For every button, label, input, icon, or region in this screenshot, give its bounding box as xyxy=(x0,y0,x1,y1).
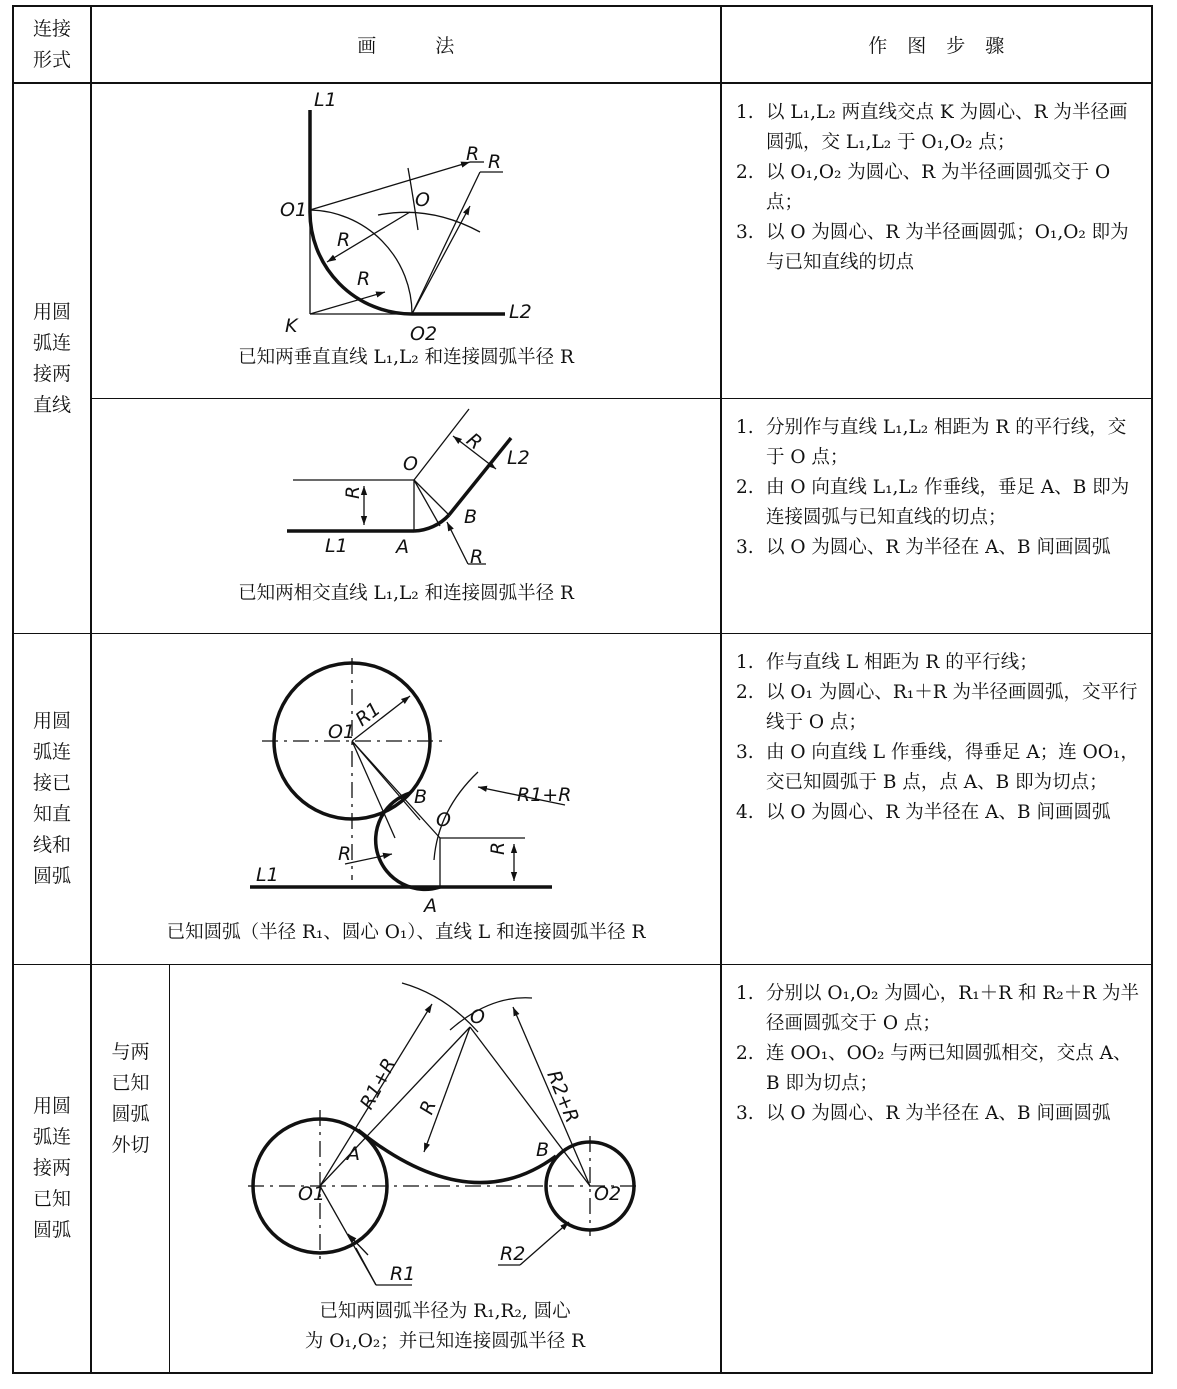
label-L1: L1 xyxy=(325,535,348,557)
label-O1: O1 xyxy=(280,199,308,221)
caption-row-1: 已知两垂直直线 L₁,L₂ 和连接圆弧半径 R xyxy=(238,347,574,368)
step-item: 2. 以 O₁,O₂ 为圆心、R 为半径画圆弧交于 O 点； xyxy=(736,162,1111,213)
label-L2: L2 xyxy=(507,447,530,469)
step-item: 2. 由 O 向直线 L₁,L₂ 作垂线，垂足 A、B 即为连接圆弧与已知直线的切点； xyxy=(736,477,1130,528)
label-B: B xyxy=(536,1139,550,1161)
label-R: R xyxy=(342,485,364,499)
label-L1: L1 xyxy=(314,89,337,111)
label-K: K xyxy=(285,315,298,337)
label-B: B xyxy=(414,786,428,808)
caption-row-4-line-1: 已知两圆弧半径为 R₁,R₂, 圆心 xyxy=(319,1301,571,1322)
step-item: 3. 以 O 为圆心、R 为半径在 A、B 间画圆弧 xyxy=(736,537,1111,558)
form-two-arcs: 用圆弧连接两已知圆弧 xyxy=(32,1095,71,1241)
label-R: R xyxy=(470,546,484,568)
step-item: 2. 连 OO₁、OO₂ 与两已知圆弧相交，交点 A、B 即为切点； xyxy=(736,1043,1132,1094)
label-R1: R1 xyxy=(390,1263,416,1285)
label-R: R xyxy=(357,268,371,290)
label-O: O xyxy=(436,809,451,831)
label-R2R: R2+R xyxy=(542,1067,584,1127)
steps-row-4 xyxy=(722,965,1151,1372)
label-R: R xyxy=(337,229,351,251)
step-item: 3. 以 O 为圆心、R 为半径画圆弧；O₁,O₂ 即为与已知直线的切点 xyxy=(736,222,1129,273)
step-item: 1. 分别以 O₁,O₂ 为圆心，R₁＋R 和 R₂＋R 为半径画圆弧交于 O 点； xyxy=(736,983,1140,1034)
label-R: R xyxy=(462,428,487,455)
label-R1: R1 xyxy=(351,697,385,731)
label-R: R xyxy=(487,841,509,855)
steps-row-3 xyxy=(722,634,1151,964)
method-table xyxy=(12,5,1153,1374)
label-O: O xyxy=(470,1006,485,1028)
label-O1: O1 xyxy=(328,721,356,743)
label-A: A xyxy=(347,1143,360,1165)
step-item: 1. 分别作与直线 L₁,L₂ 相距为 R 的平行线，交于 O 点； xyxy=(736,417,1127,468)
label-O2: O2 xyxy=(594,1183,622,1205)
label-R: R xyxy=(488,151,502,173)
step-item: 1. 以 L₁,L₂ 两直线交点 K 为圆心、R 为半径画圆弧，交 L₁,L₂ 于 O₁,O₂ 点； xyxy=(736,102,1128,153)
caption-row-4-line-2: 为 O₁,O₂；并已知连接圆弧半径 R xyxy=(304,1331,586,1352)
label-L2: L2 xyxy=(509,301,532,323)
label-R: R xyxy=(415,1097,441,1118)
header-drawing-method: 画 法 xyxy=(357,35,455,57)
label-O: O xyxy=(403,453,418,475)
step-item: 3. 由 O 向直线 L 作垂线，得垂足 A；连 OO₁，交已知圆弧于 B 点，点 A、B 即为切点； xyxy=(736,742,1139,793)
label-A: A xyxy=(424,895,437,917)
label-R1R: R1+R xyxy=(355,1054,401,1114)
label-B: B xyxy=(464,506,478,528)
caption-row-3: 已知圆弧（半径 R₁、圆心 O₁）、直线 L 和连接圆弧半径 R xyxy=(166,922,646,943)
steps-row-2 xyxy=(722,399,1151,633)
form-two-lines: 用圆弧连接两直线 xyxy=(32,300,71,416)
steps-row-1 xyxy=(722,84,1151,398)
subform-external-tangent: 与两已知圆弧外切 xyxy=(111,1040,150,1156)
label-O1: O1 xyxy=(298,1183,326,1205)
label-O: O xyxy=(415,189,430,211)
label-R1R: R1+R xyxy=(517,784,572,806)
label-R: R xyxy=(338,843,352,865)
label-O2: O2 xyxy=(410,323,438,345)
form-line-and-arc: 用圆弧连接已知直线和圆弧 xyxy=(32,710,71,887)
header-drawing-steps: 作 图 步 骤 xyxy=(868,35,1005,57)
label-R2: R2 xyxy=(500,1243,526,1265)
step-item: 1. 作与直线 L 相距为 R 的平行线； xyxy=(736,652,1038,673)
caption-row-2: 已知两相交直线 L₁,L₂ 和连接圆弧半径 R xyxy=(238,583,574,604)
step-item: 2. 以 O₁ 为圆心、R₁＋R 为半径画圆弧，交平行线于 O 点； xyxy=(736,682,1138,733)
label-R: R xyxy=(466,143,480,165)
step-item: 3. 以 O 为圆心、R 为半径在 A、B 间画圆弧 xyxy=(736,1103,1111,1124)
label-L1: L1 xyxy=(256,864,279,886)
label-A: A xyxy=(396,536,409,558)
header-connection-form: 连接形式 xyxy=(32,17,71,71)
step-item: 4. 以 O 为圆心、R 为半径在 A、B 间画圆弧 xyxy=(736,802,1111,823)
